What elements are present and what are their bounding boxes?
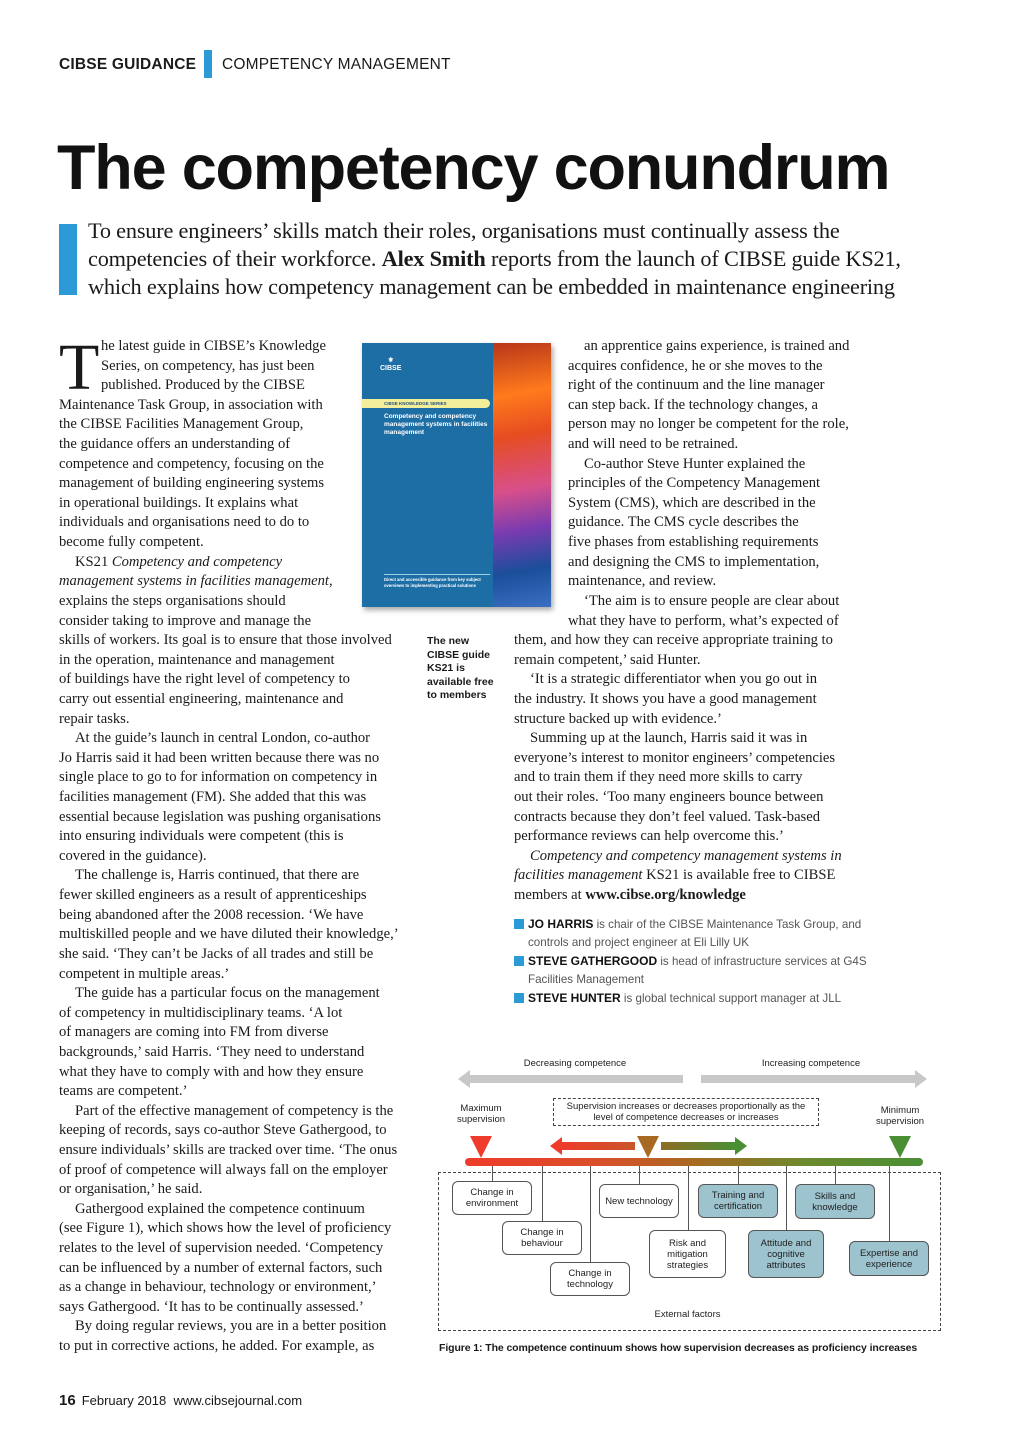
text-line: individuals and organisations need to do to xyxy=(59,514,310,531)
left-column xyxy=(59,331,402,1357)
text-line: backgrounds,’ said Harris. ‘They need to understand xyxy=(59,1043,365,1060)
text-line: person may no longer be competent for the role, xyxy=(568,416,849,433)
text-line: maintenance, and review. xyxy=(568,573,717,590)
text-line xyxy=(88,245,968,273)
text-line: of competency in multidisciplinary teams. ‘A lot xyxy=(59,1004,343,1021)
text-line: Series, on competency, has just been xyxy=(101,357,315,374)
text-line: relates to the level of supervision needed. ‘Competency xyxy=(59,1240,384,1257)
bio-text: is head of infrastructure services at G4S xyxy=(657,955,867,968)
factor-connector xyxy=(835,1166,836,1184)
text-line: in the operation, maintenance and management xyxy=(59,651,335,668)
text-line: principles of the Competency Management xyxy=(568,475,821,492)
text-line: contracts because they don’t feel valued. Task-based xyxy=(514,808,821,825)
text-segment: , xyxy=(328,573,333,590)
text-line: of buildings have the right level of competency to xyxy=(59,671,350,688)
author-bios xyxy=(514,915,867,1008)
text-line: right of the continuum and the line manager xyxy=(568,377,825,394)
bio-text: is global technical support manager at JLL xyxy=(620,992,842,1005)
text-line: competence and competency, focusing on the xyxy=(59,455,324,472)
factor-connector xyxy=(889,1166,890,1241)
text-segment: Competency and competency xyxy=(111,553,283,570)
article-title: The competency conundrum xyxy=(57,133,890,203)
text-line: multiskilled people and we have diluted their knowledge,’ xyxy=(59,926,399,943)
factor-connector xyxy=(492,1166,493,1181)
paragraph xyxy=(59,984,399,1102)
text-line: essential because legislation was pushing organisations xyxy=(59,808,381,825)
bio-text-cont: Facilities Management xyxy=(528,973,644,986)
text-line: what they have to perform, what’s expected of xyxy=(568,612,839,629)
text-line: to put in corrective actions, he added. For example, as xyxy=(59,1338,375,1355)
text-segment: which explains how competency management can be embedded in maintenance engineering xyxy=(88,274,895,299)
bio-text: is chair of the CIBSE Maintenance Task Group, and xyxy=(593,918,862,931)
text-line: in operational buildings. It explains what xyxy=(59,494,299,511)
text-segment: facilities management xyxy=(514,867,643,884)
max-supervision-label: Maximum supervision xyxy=(456,1103,506,1125)
text-line: she said. ‘They can’t be Jacks of all trades and still be xyxy=(59,945,374,962)
text-line: can step back. If the technology changes, a xyxy=(568,396,819,413)
factor-label: Expertise and experience xyxy=(859,1247,919,1270)
text-line: skills of workers. Its goal is to ensure that those involved xyxy=(59,632,392,649)
text-line: Part of the effective management of competency is the xyxy=(75,1102,394,1119)
text-line xyxy=(514,866,849,886)
paragraph xyxy=(514,729,849,847)
factor-label: New technology xyxy=(605,1195,673,1207)
text-line: Summing up at the launch, Harris said it was in xyxy=(530,730,808,747)
author-bio xyxy=(514,915,867,952)
factor-connector xyxy=(688,1166,689,1230)
factor-box xyxy=(649,1230,726,1278)
text-segment: KS21 is available free to CIBSE xyxy=(642,867,836,884)
factor-connector xyxy=(738,1166,739,1184)
text-line xyxy=(514,886,849,906)
cover-series: CIBSE KNOWLEDGE SERIES xyxy=(362,399,490,408)
text-line: and designing the CMS to implementation, xyxy=(568,553,820,570)
author-bio xyxy=(514,989,867,1008)
text-segment: reports from the launch of CIBSE guide KS21, xyxy=(485,246,901,271)
text-line: acquires confidence, he or she moves to the xyxy=(568,357,823,374)
text-line: out their roles. ‘Too many engineers bounce between xyxy=(514,789,824,806)
competence-continuum-bar xyxy=(465,1158,923,1166)
factor-label: Training and certification xyxy=(711,1190,765,1212)
text-line: covered in the guidance). xyxy=(59,847,207,864)
paragraph xyxy=(514,592,849,670)
text-line: as a change in behaviour, technology or environment,’ xyxy=(59,1279,377,1296)
increasing-arrow-head xyxy=(915,1070,927,1088)
cover-title: Competency and competency management systems in facilities management xyxy=(384,413,488,436)
bio-text-cont: controls and project engineer at Eli Lilly UK xyxy=(528,936,750,949)
text-line: structure backed up with evidence.’ xyxy=(514,710,722,727)
increasing-arrow xyxy=(701,1075,915,1083)
page-footer xyxy=(59,1392,302,1409)
text-line xyxy=(88,217,968,245)
text-line: ‘It is a strategic differentiator when you go out in xyxy=(530,671,818,688)
journal-url: www.cibsejournal.com xyxy=(173,1393,303,1408)
factor-label: Change in behaviour xyxy=(520,1227,564,1249)
text-line xyxy=(514,847,849,867)
text-line: into ensuring individuals were competent (this is xyxy=(59,828,344,845)
bullet-square xyxy=(514,993,524,1003)
paragraph xyxy=(59,331,402,553)
factor-connector xyxy=(639,1166,640,1184)
factor-label: Attitude and cognitive attributes xyxy=(760,1237,812,1271)
cibse-logo: ⚜ CIBSE xyxy=(380,357,402,372)
text-segment: management systems in facilities management xyxy=(59,573,329,590)
min-supervision-label: Minimum supervision xyxy=(875,1105,925,1127)
factor-label: Risk and mitigation strategies xyxy=(666,1237,709,1271)
factor-box xyxy=(698,1184,778,1218)
text-line: (see Figure 1), which shows how the level of proficiency xyxy=(59,1220,392,1237)
figure-competence-continuum xyxy=(430,1050,950,1370)
text-segment: Alex Smith xyxy=(381,246,486,271)
text-line: the industry. It shows you have a good management xyxy=(514,690,817,707)
paragraph xyxy=(59,553,399,729)
drop-cap: T xyxy=(59,331,100,404)
text-line: become fully competent. xyxy=(59,534,204,551)
text-line: published. Produced by the CIBSE xyxy=(101,377,305,394)
supervision-note: Supervision increases or decreases proportionally as the level of competence decreases or increases xyxy=(553,1098,819,1126)
factor-connector xyxy=(786,1166,787,1230)
text-line: keeping of records, says co-author Steve Gathergood, to xyxy=(59,1122,387,1139)
text-line: teams are competent.’ xyxy=(59,1083,188,1100)
bullet-square xyxy=(514,919,524,929)
paragraph xyxy=(59,1102,399,1200)
text-line: can be influenced by a number of external factors, such xyxy=(59,1259,383,1276)
increasing-label: Increasing competence xyxy=(761,1058,861,1069)
cover-caption: The new CIBSE guide KS21 is available free to members xyxy=(427,635,494,701)
right-arrow xyxy=(661,1142,735,1150)
text-line: At the guide’s launch in central London, co-author xyxy=(75,730,371,747)
guide-cover-image xyxy=(362,343,551,607)
factor-label: Skills and knowledge xyxy=(812,1190,858,1213)
cover-footer: Direct and accessible guidance from key subject overviews to implementing practical solutions xyxy=(384,577,481,588)
author-bio xyxy=(514,952,867,989)
paragraph xyxy=(514,847,849,906)
cover-photo xyxy=(493,343,551,607)
external-factors-label: External factors xyxy=(654,1309,721,1320)
text-line: says Gathergood. ‘It has to be continually assessed.’ xyxy=(59,1298,364,1315)
text-line: System (CMS), which are described in the xyxy=(568,494,816,511)
text-line: explains the steps organisations should xyxy=(59,592,286,609)
text-line: being abandoned after the 2008 recession. ‘We have xyxy=(59,906,364,923)
text-line: repair tasks. xyxy=(59,710,130,727)
text-line: and will need to be retrained. xyxy=(568,436,739,453)
factor-box xyxy=(452,1181,532,1215)
page-number: 16 xyxy=(59,1392,76,1409)
factor-connector xyxy=(542,1166,543,1221)
standfirst xyxy=(88,217,968,301)
text-line: By doing regular reviews, you are in a better position xyxy=(75,1318,387,1335)
text-line xyxy=(59,553,399,573)
paragraph xyxy=(59,1200,399,1318)
figure-caption: Figure 1: The competence continuum shows how supervision decreases as proficiency increases xyxy=(439,1342,918,1354)
paragraph xyxy=(59,729,399,866)
text-segment: KS21 xyxy=(75,553,112,570)
factor-box xyxy=(748,1230,824,1278)
text-line: what they have to comply with and how they ensure xyxy=(59,1063,364,1080)
right-arrow-head xyxy=(735,1137,747,1155)
cover-rule xyxy=(384,574,490,575)
text-segment: www.cibse.org/knowledge xyxy=(585,887,746,904)
paragraph xyxy=(59,866,399,984)
text-line: carry out essential engineering, maintenance and xyxy=(59,690,344,707)
text-line: them, and how they can receive appropriate training to xyxy=(514,632,833,649)
text-line: Gathergood explained the competence continuum xyxy=(75,1200,365,1217)
text-line: everyone’s interest to monitor engineers’ competencies xyxy=(514,749,836,766)
factor-label: Change in technology xyxy=(567,1268,613,1290)
text-line: of managers are coming into FM from diverse xyxy=(59,1024,329,1041)
bio-name: STEVE HUNTER xyxy=(528,991,621,1005)
text-line: Co-author Steve Hunter explained the xyxy=(584,455,806,472)
text-line: he latest guide in CIBSE’s Knowledge xyxy=(101,338,326,354)
paragraph xyxy=(59,1317,399,1356)
text-line: ‘The aim is to ensure people are clear about xyxy=(584,592,840,609)
text-line xyxy=(59,572,399,592)
text-line: or organisation,’ he said. xyxy=(59,1181,203,1198)
text-segment: To ensure engineers’ skills match their roles, organisations must continually assess the xyxy=(88,218,840,243)
section-label: CIBSE GUIDANCE xyxy=(59,56,197,73)
text-line: the CIBSE Facilities Management Group, xyxy=(59,416,304,433)
text-line: The challenge is, Harris continued, that there are xyxy=(75,867,360,884)
min-supervision-marker xyxy=(889,1136,911,1158)
paragraph xyxy=(514,455,849,592)
text-line: guidance. The CMS cycle describes the xyxy=(568,514,799,531)
text-line: of proof of competence will always fall on the employer xyxy=(59,1161,388,1178)
text-line: performance reviews can help overcome this.’ xyxy=(514,828,784,845)
topic-label: COMPETENCY MANAGEMENT xyxy=(222,56,451,73)
text-line: consider taking to improve and manage the xyxy=(59,612,312,629)
right-column xyxy=(514,337,849,906)
text-line: an apprentice gains experience, is trained and xyxy=(584,338,850,354)
max-supervision-marker xyxy=(470,1136,492,1158)
bio-name: STEVE GATHERGOOD xyxy=(528,954,658,968)
cover-logo-text: CIBSE xyxy=(380,365,402,372)
text-line: single place to go to for information on competency in xyxy=(59,769,378,786)
text-line: The guide has a particular focus on the management xyxy=(75,985,380,1002)
text-line: and to train them if they need more skills to carry xyxy=(514,769,803,786)
factor-box xyxy=(849,1241,929,1276)
current-marker xyxy=(637,1136,659,1158)
decreasing-arrow xyxy=(469,1075,683,1083)
text-segment: members at xyxy=(514,887,586,904)
text-line: Maintenance Task Group, in association with xyxy=(59,396,323,413)
factor-box xyxy=(502,1221,582,1255)
factor-label: Change in environment xyxy=(465,1187,519,1209)
issue-date: February 2018 xyxy=(81,1393,167,1408)
factor-box xyxy=(550,1262,630,1296)
text-line: the guidance offers an understanding of xyxy=(59,436,291,453)
text-line: competent in multiple areas.’ xyxy=(59,965,230,982)
paragraph xyxy=(514,670,849,729)
factor-box xyxy=(795,1184,875,1219)
text-line: facilities management (FM). She added that this was xyxy=(59,789,367,806)
paragraph xyxy=(514,337,849,455)
bio-name: JO HARRIS xyxy=(528,917,594,931)
text-line: management of building engineering systems xyxy=(59,475,325,492)
standfirst-bar xyxy=(59,224,77,295)
bullet-square xyxy=(514,956,524,966)
text-segment: competencies of their workforce. xyxy=(88,246,382,271)
left-arrow xyxy=(561,1142,635,1150)
text-line: fewer skilled engineers as a result of apprenticeships xyxy=(59,887,367,904)
text-line: Jo Harris said it had been written because there was no xyxy=(59,749,380,766)
text-segment: Competency and competency management systems in xyxy=(530,847,842,864)
decreasing-label: Decreasing competence xyxy=(523,1058,627,1069)
text-line: five phases from establishing requirements xyxy=(568,534,819,551)
text-line: remain competent,’ said Hunter. xyxy=(514,651,701,668)
text-line xyxy=(88,273,968,301)
header-divider xyxy=(204,50,212,78)
factor-box xyxy=(599,1184,679,1218)
text-line: ensure individuals’ skills are tracked over time. ‘The onus xyxy=(59,1141,398,1158)
factor-connector xyxy=(590,1166,591,1262)
